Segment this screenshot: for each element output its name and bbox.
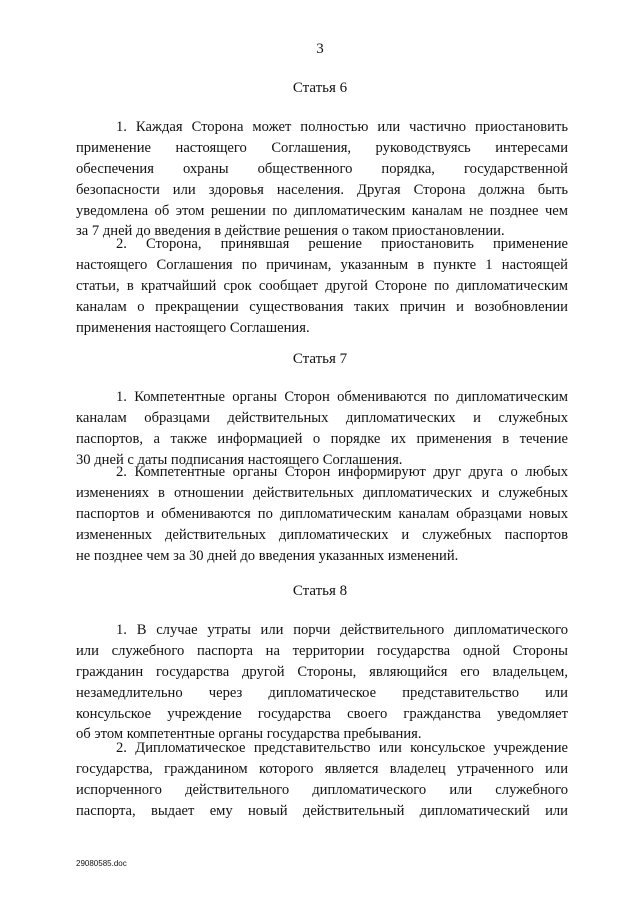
article-7-paragraph-2 xyxy=(76,462,568,566)
text-line: паспортов и обмениваются по дипломатическим каналам образцами новых xyxy=(76,505,568,522)
text-line: за 7 дней до введения в действие решения о таком приостановлении. xyxy=(76,223,505,240)
text-line: настоящего Соглашения по причинам, указанным в пункте 1 настоящей xyxy=(76,256,568,273)
article-6-heading: Статья 6 xyxy=(292,80,348,96)
text-line: безопасности или здоровья населения. Другая Сторона должна быть xyxy=(76,181,568,198)
text-line: или служебного паспорта на территории государства одной Стороны xyxy=(76,642,568,659)
text-line: 1. Каждая Сторона может полностью или частично приостановить xyxy=(116,119,568,135)
text-line: изменениях в отношении действительных дипломатических и служебных xyxy=(76,484,568,501)
text-line: 2. Дипломатическое представительство или консульское учреждение xyxy=(116,740,568,756)
text-line: государства, гражданином которого является владелец утраченного или xyxy=(76,760,568,777)
text-line: уведомлена об этом решении по дипломатическим каналам не позднее чем xyxy=(76,202,568,219)
article-8-paragraph-2 xyxy=(76,738,568,822)
text-line: паспортов, а также информацией о порядке их применения в течение xyxy=(76,430,568,447)
document-file-code: 29080585.doc xyxy=(76,859,127,868)
text-line: испорченного действительного дипломатического или служебного xyxy=(76,781,568,798)
article-7-heading: Статья 7 xyxy=(292,351,348,367)
text-line: каналам о прекращении существования таких причин и возобновлении xyxy=(76,298,568,315)
text-line: измененных действительных дипломатических и служебных паспортов xyxy=(76,526,568,543)
article-6-paragraph-1 xyxy=(76,117,568,242)
text-line: 1. Компетентные органы Сторон обмениваются по дипломатическим xyxy=(116,389,568,405)
text-line: незамедлительно через дипломатическое представительство или xyxy=(76,684,568,701)
article-7-paragraph-1 xyxy=(76,387,568,471)
text-line: 30 дней с даты подписания настоящего Соглашения. xyxy=(76,451,403,468)
article-8-paragraph-1 xyxy=(76,620,568,745)
text-line: применения настоящего Соглашения. xyxy=(76,319,310,336)
text-line: 2. Сторона, принявшая решение приостановить применение xyxy=(116,236,568,252)
text-line: консульское учреждение государства своего гражданства уведомляет xyxy=(76,705,568,722)
text-line: 2. Компетентные органы Сторон информируют друг друга о любых xyxy=(116,464,568,480)
article-8-heading: Статья 8 xyxy=(292,583,348,599)
text-line: каналам образцами действительных дипломатических и служебных xyxy=(76,409,568,426)
text-line: об этом компетентные органы государства пребывания. xyxy=(76,726,422,743)
text-line: паспорта, выдает ему новый действительный дипломатический или xyxy=(76,802,568,819)
text-line: обеспечения охраны общественного порядка, государственной xyxy=(76,160,568,177)
text-line: 1. В случае утраты или порчи действительного дипломатического xyxy=(116,622,568,638)
text-line: не позднее чем за 30 дней до введения указанных изменений. xyxy=(76,547,459,564)
text-line: статьи, в кратчайший срок сообщает другой Стороне по дипломатическим xyxy=(76,277,568,294)
text-line: применение настоящего Соглашения, руководствуясь интересами xyxy=(76,139,568,156)
article-6-paragraph-2 xyxy=(76,234,568,338)
text-line: гражданин государства другой Стороны, являющийся его владельцем, xyxy=(76,663,568,680)
page-number: 3 xyxy=(316,41,324,57)
